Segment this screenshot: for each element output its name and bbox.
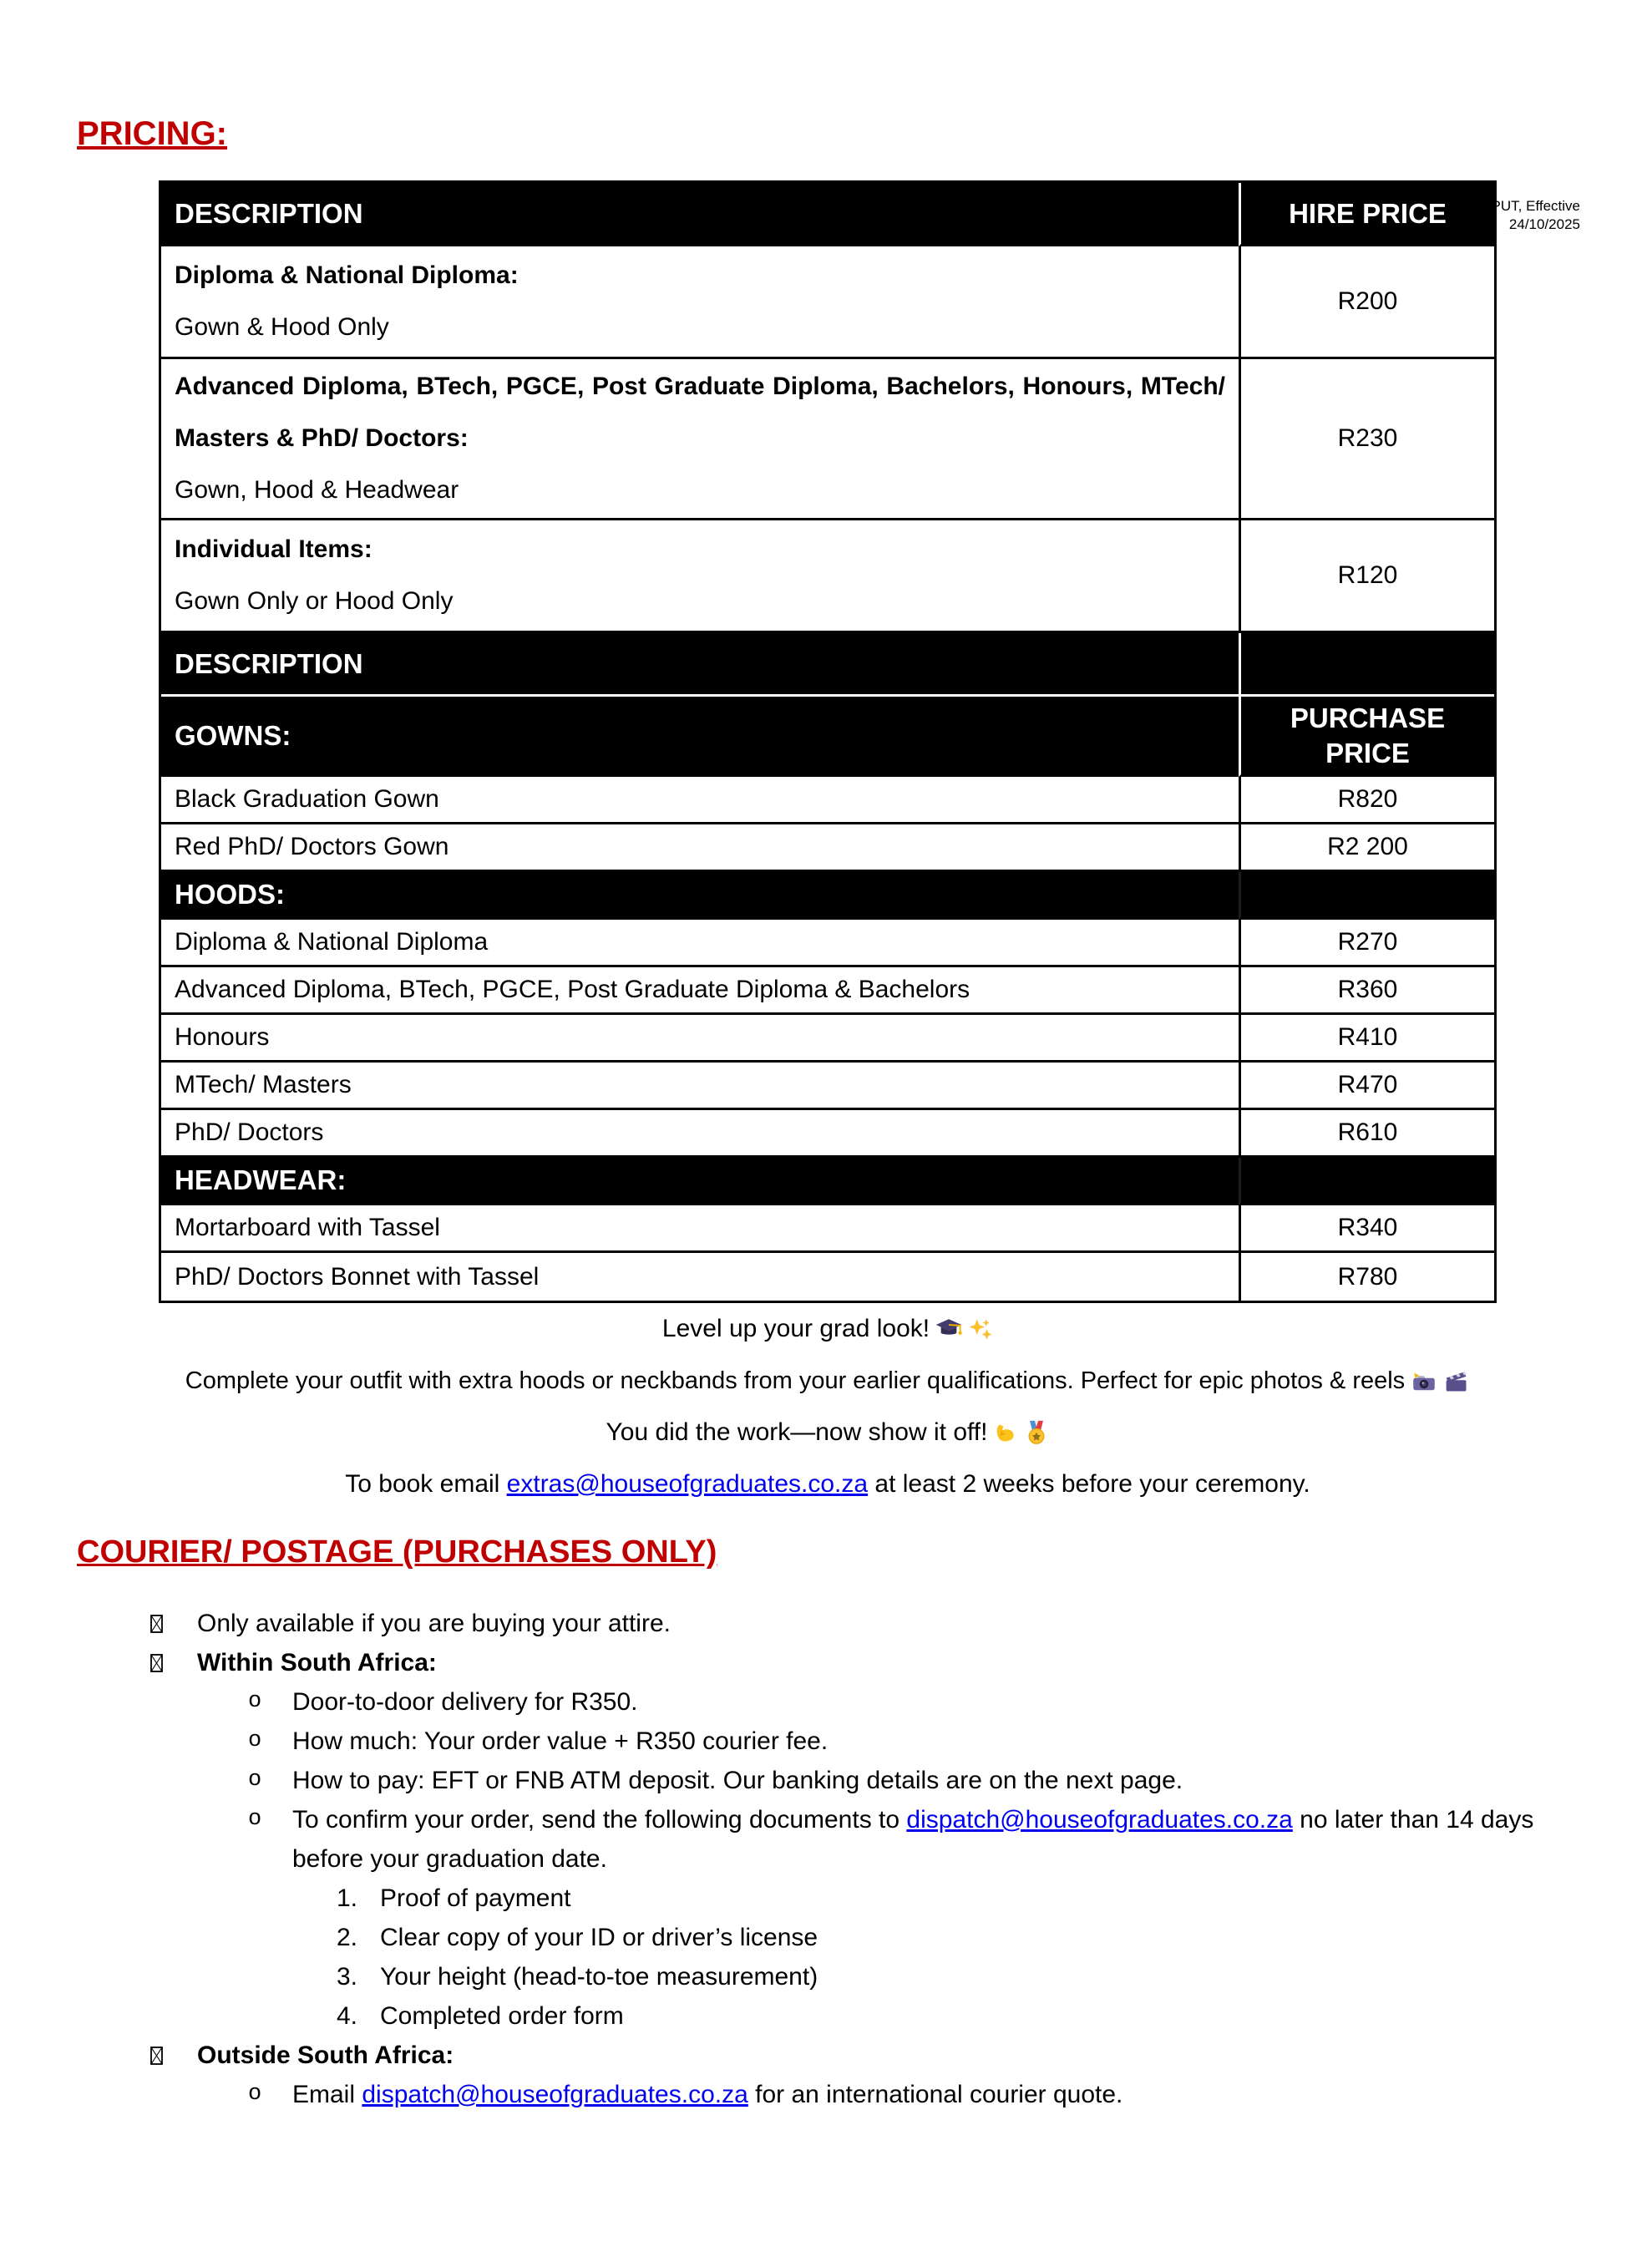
row-price-cell: R610 <box>1239 1110 1494 1158</box>
promo-line-2 <box>77 1355 1579 1407</box>
booking-line <box>77 1458 1579 1510</box>
table-row <box>161 777 1494 824</box>
dispatch-email-link[interactable]: dispatch@houseofgraduates.co.za <box>362 2081 748 2108</box>
row-price-cell: R120 <box>1239 520 1494 633</box>
confirm-suffix: no later than 14 days before your graduation date. <box>292 1806 1534 1873</box>
bullet-text: Within South Africa: <box>197 1649 437 1676</box>
numbered-item-text: Your height (head-to-toe measurement) <box>380 1963 818 1991</box>
promo-line-1-text: Level up your grad look! <box>661 1315 930 1342</box>
table-row <box>161 246 1494 359</box>
circle-bullet: o <box>248 1728 262 1753</box>
row-title: Advanced Diploma, BTech, PGCE, Post Graduate Diploma, Bachelors, Honours, MTech/ Masters & PhD/ Doctors: <box>175 373 1225 452</box>
row-price-cell: R780 <box>1239 1253 1494 1301</box>
numbered-item <box>77 1879 1579 1918</box>
section-label: HEADWEAR: <box>161 1158 1239 1205</box>
row-title: Diploma & National Diploma: <box>175 261 519 289</box>
bullet-item <box>77 2036 1579 2075</box>
table-row <box>161 824 1494 872</box>
sub-bullet-text: Door-to-door delivery for R350. <box>292 1688 638 1716</box>
table-row <box>161 1015 1494 1063</box>
table-row <box>161 1063 1494 1110</box>
page-content <box>0 114 1652 2114</box>
row-price-cell: R230 <box>1239 359 1494 520</box>
description-header-cell: DESCRIPTION <box>161 183 1239 246</box>
table-row <box>161 967 1494 1015</box>
table-row <box>161 359 1494 520</box>
row-description-cell: Red PhD/ Doctors Gown <box>161 824 1239 872</box>
table-row <box>161 520 1494 633</box>
sub-bullet-item <box>77 1800 1579 1879</box>
row-description-cell: Advanced Diploma, BTech, PGCE, Post Graduate Diploma & Bachelors <box>161 967 1239 1015</box>
row-description-cell: Diploma & National Diploma <box>161 920 1239 967</box>
row-price-cell: R470 <box>1239 1063 1494 1110</box>
courier-heading: COURIER/ POSTAGE (PURCHASES ONLY) <box>77 1534 717 1570</box>
camera-icon <box>1410 1361 1438 1413</box>
row-title: Individual Items: <box>175 535 372 563</box>
bullet-item <box>77 1643 1579 1682</box>
section-row-headwear <box>161 1158 1494 1205</box>
item-number: 3. <box>337 1963 358 1991</box>
numbered-item-text: Completed order form <box>380 2002 624 2030</box>
row-description-cell: Mortarboard with Tassel <box>161 1205 1239 1253</box>
outside-email-prefix: Email <box>292 2081 362 2108</box>
sports-medal-icon <box>1024 1413 1049 1464</box>
bullet-text: Outside South Africa: <box>197 2042 454 2069</box>
row-price-cell: R200 <box>1239 246 1494 359</box>
outside-email-suffix: for an international courier quote. <box>747 2081 1123 2108</box>
missing-glyph-bullet-icon <box>150 1604 197 1643</box>
sparkles-icon <box>968 1309 993 1361</box>
sub-bullet-text: How to pay: EFT or FNB ATM deposit. Our banking details are on the next page. <box>292 1767 1183 1794</box>
row-price-cell: R270 <box>1239 920 1494 967</box>
row-subtitle: Gown & Hood Only <box>175 313 389 341</box>
promo-line-3-text: You did the work—now show it off! <box>606 1418 988 1446</box>
hire-header-row <box>161 183 1494 246</box>
hire-price-header-cell: HIRE PRICE <box>1239 183 1494 246</box>
section-label: GOWNS: <box>161 697 1239 777</box>
promo-line-2-text: Complete your outfit with extra hoods or neckbands from your earlier qualifications. Perfect for epic photos & reels <box>185 1367 1406 1394</box>
numbered-item <box>77 1918 1579 1957</box>
sub-bullet-text: How much: Your order value + R350 courier fee. <box>292 1727 829 1755</box>
circle-bullet: o <box>248 2082 262 2107</box>
bullet-text: Only available if you are buying your attire. <box>197 1610 671 1637</box>
booking-suffix: at least 2 weeks before your ceremony. <box>868 1470 1310 1498</box>
row-description-cell: PhD/ Doctors Bonnet with Tassel <box>175 1262 540 1291</box>
row-subtitle: Gown, Hood & Headwear <box>175 476 459 504</box>
pricing-heading: PRICING: <box>77 115 227 152</box>
sub-bullet-item <box>77 1761 1579 1800</box>
row-price-cell: R410 <box>1239 1015 1494 1063</box>
row-description-cell: PhD/ Doctors <box>161 1110 1239 1158</box>
empty-section-cell <box>1239 872 1494 920</box>
table-row <box>161 1253 1494 1301</box>
corner-note-line-2: 24/10/2025 <box>1508 216 1580 232</box>
item-number: 1. <box>337 1884 358 1912</box>
table-row <box>161 920 1494 967</box>
row-description-cell <box>161 520 1239 633</box>
flexed-biceps-icon <box>992 1413 1019 1464</box>
row-price-cell: R340 <box>1239 1205 1494 1253</box>
dispatch-email-link[interactable]: dispatch@houseofgraduates.co.za <box>906 1806 1293 1834</box>
description-subheader-cell: DESCRIPTION <box>161 633 1239 697</box>
purchase-header-row <box>161 633 1494 697</box>
row-price-cell: R2 200 <box>1239 824 1494 872</box>
clapper-board-icon <box>1443 1361 1470 1413</box>
missing-glyph-bullet-icon <box>150 1643 197 1682</box>
sub-bullet-item <box>77 1722 1579 1761</box>
item-number: 4. <box>337 2002 358 2030</box>
section-row-gowns <box>161 697 1494 777</box>
circle-bullet: o <box>248 1768 262 1793</box>
row-description-cell <box>161 246 1239 359</box>
sub-bullet-text <box>292 1800 1579 1879</box>
booking-prefix: To book email <box>345 1470 507 1498</box>
extras-email-link[interactable]: extras@houseofgraduates.co.za <box>506 1470 869 1498</box>
graduation-cap-icon <box>935 1309 963 1361</box>
purchase-price-header-cell: PURCHASE PRICE <box>1239 697 1494 777</box>
bullet-item <box>77 1604 1579 1643</box>
row-price-cell: R820 <box>1239 777 1494 824</box>
courier-list <box>77 1604 1579 2114</box>
table-row <box>161 1205 1494 1253</box>
promo-line-1 <box>77 1303 1579 1355</box>
row-subtitle: Gown Only or Hood Only <box>175 587 454 615</box>
corner-note <box>1481 197 1580 234</box>
item-number: 2. <box>337 1924 358 1951</box>
circle-bullet: o <box>248 1807 262 1832</box>
promo-block <box>77 1303 1579 1510</box>
sub-bullet-item <box>77 2075 1579 2114</box>
row-price-cell: R360 <box>1239 967 1494 1015</box>
sub-bullet-text <box>292 2075 1579 2114</box>
row-description-cell: Honours <box>161 1015 1239 1063</box>
empty-header-cell <box>1239 633 1494 697</box>
empty-section-cell <box>1239 1158 1494 1205</box>
numbered-item-text: Proof of payment <box>380 1884 571 1912</box>
section-row-hoods <box>161 872 1494 920</box>
table-row <box>161 1110 1494 1158</box>
missing-glyph-bullet-icon <box>150 2036 197 2075</box>
confirm-prefix: To confirm your order, send the following documents to <box>292 1806 907 1834</box>
section-label: HOODS: <box>161 872 1239 920</box>
row-description-cell: MTech/ Masters <box>161 1063 1239 1110</box>
row-description-cell <box>161 359 1239 520</box>
numbered-item-text: Clear copy of your ID or driver’s license <box>380 1924 818 1951</box>
circle-bullet: o <box>248 1689 262 1714</box>
row-description-cell: Black Graduation Gown <box>161 777 1239 824</box>
pricing-table <box>159 180 1497 1303</box>
corner-note-line-1: CPUT, Effective <box>1481 198 1580 214</box>
sub-bullet-item <box>77 1682 1579 1722</box>
numbered-item <box>77 1957 1579 1996</box>
numbered-item <box>77 1996 1579 2036</box>
promo-line-3 <box>77 1407 1579 1458</box>
